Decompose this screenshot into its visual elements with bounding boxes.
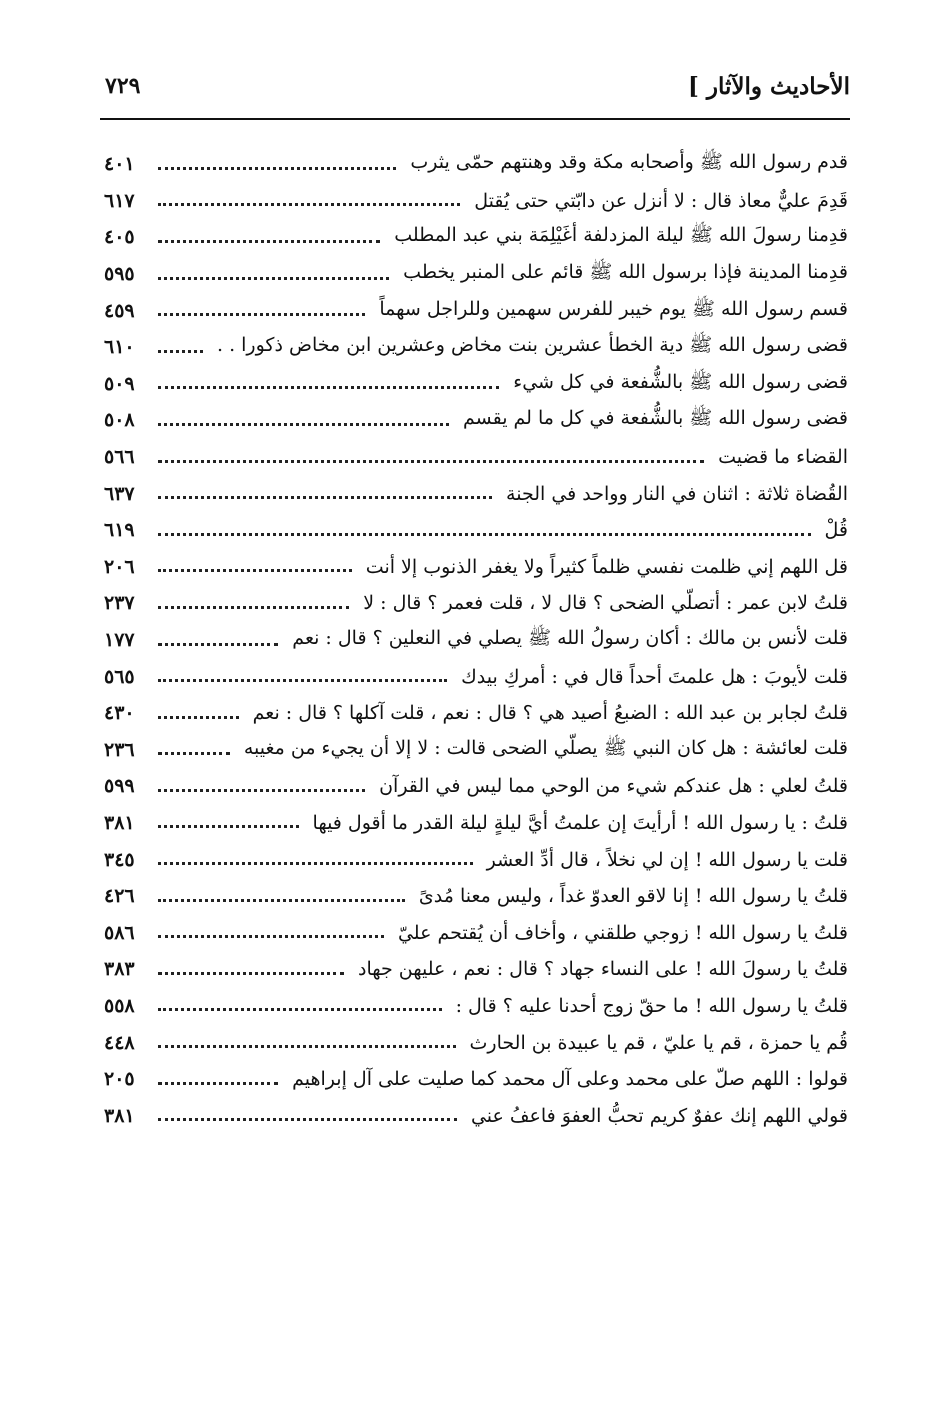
entry-text: القُضاة ثلاثة : اثنان في النار وواحد في الجنة (506, 482, 848, 505)
entry-page-number: ٦١٩ (104, 519, 135, 542)
header-rule (100, 118, 850, 120)
entry-text: قلتُ : يا رسول الله ! أرأيتَ إن علمتُ أيَّ ليلةٍ ليلة القدر ما أقول فيها (312, 811, 848, 834)
index-entry (104, 512, 848, 549)
index-entry (104, 219, 848, 256)
entry-text: قلت لأنس بن مالك : أكان رسولُ الله ﷺ يصلي في النعلين ؟ قال : نعم (292, 627, 848, 650)
dot-leader (158, 533, 811, 536)
entry-page-number: ٢٠٥ (104, 1068, 135, 1091)
index-entry (104, 622, 848, 659)
dot-leader (158, 203, 460, 206)
entry-text: قلتُ يا رسول الله ! ما حقّ زوج أحدنا عليه ؟ قال : (455, 994, 848, 1017)
entry-text: قُلْ (824, 519, 848, 542)
dot-leader (158, 825, 299, 828)
entry-text: قلتُ يا رسول الله ! إنا لاقو العدوّ غداً ، وليس معنا مُدىً (418, 885, 848, 908)
dot-leader (158, 643, 278, 646)
entry-text: قلت لأيوبَ : هل علمتَ أحداً قال في : أمركِ بيدك (461, 665, 848, 688)
entry-page-number: ٥٠٨ (104, 409, 135, 432)
entry-page-number: ٢٠٦ (104, 555, 135, 578)
dot-leader (158, 350, 203, 353)
dot-leader (158, 789, 365, 792)
dot-leader (158, 569, 352, 572)
dot-leader (158, 1082, 278, 1085)
index-entry (104, 914, 848, 951)
entry-text: قدم رسول الله ﷺ وأصحابه مكة وقد وهنتهم حمّى يثرب (410, 151, 848, 174)
page-header (105, 66, 850, 106)
page-number: ٧٢٩ (105, 73, 141, 99)
index-entry (104, 475, 848, 512)
dot-leader (158, 679, 447, 682)
entry-page-number: ٥٥٨ (104, 994, 135, 1017)
index-entry (104, 1024, 848, 1061)
index-entry (104, 439, 848, 476)
dot-leader (158, 423, 449, 426)
entry-text: قولي اللهم إنك عفوٌ كريم تحبُّ العفوَ فاعفُ عني (470, 1104, 848, 1127)
index-entry (104, 146, 848, 183)
dot-leader (158, 460, 704, 463)
dot-leader (158, 606, 349, 609)
entry-page-number: ٣٨١ (104, 811, 135, 834)
index-entry (104, 1061, 848, 1098)
entry-text: قُم يا حمزة ، قم يا عليّ ، قم يا عبيدة بن الحارث (469, 1031, 848, 1054)
index-entry (104, 988, 848, 1025)
dot-leader (158, 1118, 457, 1121)
entry-text: قضى رسول الله ﷺ بالشُّفعة في كل شيء (513, 370, 848, 393)
entry-page-number: ١٧٧ (104, 629, 135, 652)
entry-text: قلتُ لعلي : هل عندكم شيء من الوحي مما ليس في القرآن (379, 775, 848, 798)
index-entry (104, 951, 848, 988)
dot-leader (158, 716, 239, 719)
index-entry (104, 878, 848, 915)
entry-page-number: ٦٣٧ (104, 482, 135, 505)
entry-text: قل اللهم إني ظلمت نفسي ظلماً كثيراً ولا يغفر الذنوب إلا أنت (365, 555, 848, 578)
dot-leader (158, 899, 405, 902)
entry-page-number: ٥٦٦ (104, 446, 135, 469)
entry-page-number: ٦١٠ (104, 336, 135, 359)
entry-text: القضاء ما قضيت (718, 446, 848, 469)
dot-leader (158, 496, 492, 499)
entry-text: قولوا : اللهم صلّ على محمد وعلى آل محمد كما صليت على آل إبراهيم (292, 1068, 848, 1091)
entry-text: قدِمنا المدينة فإذا برسول الله ﷺ قائم على المنبر يخطب (403, 261, 848, 284)
entry-text: قلتُ يا رسولَ الله ! على النساء جهاد ؟ قال : نعم ، عليهن جهاد (358, 958, 848, 981)
index-entry (104, 329, 848, 366)
running-title: الأحاديث والآثار ] (688, 72, 850, 100)
entry-page-number: ٤٤٨ (104, 1031, 135, 1054)
entry-page-number: ٥٩٩ (104, 775, 135, 798)
index-entry (104, 805, 848, 842)
index-entry (104, 366, 848, 403)
index-entry (104, 658, 848, 695)
entry-text: قضى رسول الله ﷺ بالشُّفعة في كل ما لم يقسم (463, 407, 848, 430)
entry-page-number: ٤٢٦ (104, 885, 135, 908)
index-entry (104, 841, 848, 878)
index-entry (104, 292, 848, 329)
entry-page-number: ٤٣٠ (104, 702, 135, 725)
index-entry (104, 695, 848, 732)
entry-text: قضى رسول الله ﷺ دية الخطأ عشرين بنت مخاض وعشرين ابن مخاض ذكورا . . (217, 334, 848, 357)
dot-leader (158, 752, 230, 755)
entry-page-number: ٢٣٦ (104, 738, 135, 761)
entry-page-number: ٦١٧ (104, 189, 135, 212)
index-entry (104, 549, 848, 586)
entry-page-number: ٥٩٥ (104, 263, 135, 286)
entry-text: قسم رسول الله ﷺ يوم خيبر للفرس سهمين وللراجل سهماً (379, 297, 848, 320)
index-entry (104, 1097, 848, 1134)
entry-page-number: ٢٣٧ (104, 592, 135, 615)
entry-text: قَدِمَ عليٌّ معاذ قال : لا أنزل عن دابّتي حتى يُقتل (474, 189, 848, 212)
entry-page-number: ٥٨٦ (104, 921, 135, 944)
dot-leader (158, 1045, 456, 1048)
entry-page-number: ٣٨١ (104, 1104, 135, 1127)
entry-page-number: ٣٤٥ (104, 848, 135, 871)
entry-page-number: ٥٦٥ (104, 665, 135, 688)
entry-text: قلتُ يا رسول الله ! زوجي طلقني ، وأخاف أن يُقتحم عليّ (397, 921, 848, 944)
dot-leader (158, 862, 473, 865)
entry-text: قدِمنا رسولَ الله ﷺ ليلة المزدلفة أغَيْلِمَة بني عبد المطلب (394, 224, 848, 247)
index-entry (104, 732, 848, 769)
entry-text: قلتُ لجابر بن عبد الله : الضبعُ أصيد هي ؟ قال : نعم ، قلت آكلها ؟ قال : نعم (252, 702, 848, 725)
dot-leader (158, 277, 389, 280)
entry-text: قلت لعائشة : هل كان النبي ﷺ يصلّي الضحى قالت : لا إلا أن يجيء من مغيبه (243, 736, 848, 759)
dot-leader (158, 1008, 442, 1011)
index-entry (104, 768, 848, 805)
entry-page-number: ٣٨٣ (104, 958, 135, 981)
dot-leader (158, 240, 380, 243)
entry-text: قلت يا رسول الله ! إن لي نخلاً ، قال أدِّ العشر (486, 848, 848, 871)
dot-leader (158, 972, 344, 975)
entry-page-number: ٥٠٩ (104, 372, 135, 395)
dot-leader (158, 167, 396, 170)
entry-page-number: ٤٠١ (104, 153, 135, 176)
entry-page-number: ٤٥٩ (104, 299, 135, 322)
index-entry (104, 183, 848, 220)
index-list (104, 146, 848, 1134)
entry-page-number: ٤٠٥ (104, 226, 135, 249)
index-entry (104, 585, 848, 622)
index-entry (104, 402, 848, 439)
dot-leader (158, 386, 499, 389)
index-entry (104, 256, 848, 293)
dot-leader (158, 313, 365, 316)
entry-text: قلتُ لابن عمر : أتصلّي الضحى ؟ قال لا ، قلت فعمر ؟ قال : لا (363, 592, 848, 615)
dot-leader (158, 935, 384, 938)
